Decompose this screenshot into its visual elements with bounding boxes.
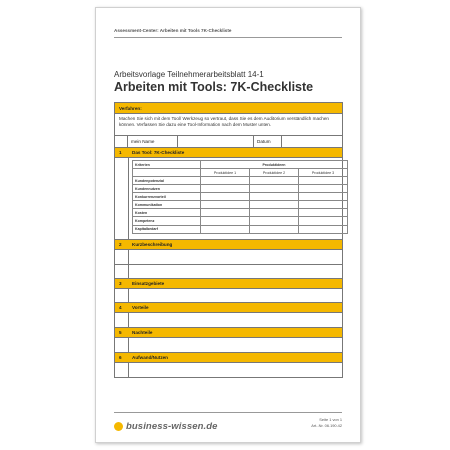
criterion-label: Kosten — [133, 209, 201, 217]
section-label: Das Tool: 7K-Checkliste — [132, 150, 185, 155]
section-number: 2 — [119, 241, 122, 247]
verfahren-band — [115, 103, 342, 114]
table-cell[interactable] — [299, 177, 348, 185]
table-cell[interactable] — [250, 193, 299, 201]
table-row — [133, 177, 348, 185]
table-cell[interactable] — [299, 225, 348, 233]
criteria-header: Kriterien — [133, 161, 201, 169]
answer-row — [115, 250, 342, 265]
table-cell[interactable] — [201, 193, 250, 201]
products-header: Produktideen — [201, 161, 348, 169]
section-number: 4 — [119, 304, 122, 310]
table-cell[interactable] — [250, 185, 299, 193]
date-label: Datum — [254, 136, 282, 147]
table-row — [133, 185, 348, 193]
table-cell[interactable] — [201, 177, 250, 185]
criterion-label: Kompetenz — [133, 217, 201, 225]
section-band-6 — [115, 353, 342, 363]
page-subtitle: Arbeitsvorlage Teilnehmerarbeitsblatt 14-1 — [114, 70, 264, 79]
table-cell[interactable] — [201, 201, 250, 209]
answer-field[interactable] — [129, 338, 342, 352]
answer-field[interactable] — [129, 313, 342, 327]
table-cell[interactable] — [250, 201, 299, 209]
criterion-label: Kundennutzen — [133, 185, 201, 193]
name-field[interactable] — [178, 136, 254, 147]
section-number: 1 — [119, 150, 122, 155]
section-band-5 — [115, 328, 342, 338]
criterion-label: Kommunikation — [133, 201, 201, 209]
table-cell[interactable] — [201, 217, 250, 225]
checklist-area — [115, 158, 342, 240]
table-row — [133, 209, 348, 217]
answer-row — [115, 338, 342, 353]
page-info — [311, 417, 342, 429]
table-cell[interactable] — [201, 185, 250, 193]
table-cell[interactable] — [250, 177, 299, 185]
section-number: 5 — [119, 329, 122, 335]
section-band-2 — [115, 240, 342, 250]
table-cell[interactable] — [299, 193, 348, 201]
table-cell[interactable] — [250, 225, 299, 233]
page-number: Seite 1 von 1 — [319, 417, 342, 422]
name-label: mein Name — [128, 136, 178, 147]
worksheet-form — [114, 102, 343, 378]
section-band-3 — [115, 279, 342, 289]
name-row — [115, 136, 342, 148]
section-band-1 — [115, 148, 342, 158]
page-title: Arbeiten mit Tools: 7K-Checkliste — [114, 80, 314, 94]
brand-logo: business-wissen.de — [126, 421, 218, 432]
table-row — [133, 193, 348, 201]
logo-dot-icon — [114, 422, 123, 431]
answer-row — [115, 363, 342, 377]
checklist-table — [132, 160, 348, 234]
answer-row — [115, 289, 342, 303]
table-cell[interactable] — [299, 201, 348, 209]
page-header: Assessment-Center: Arbeiten mit Tools 7K-Checkliste — [114, 28, 232, 33]
worksheet-page — [95, 7, 361, 443]
table-row — [133, 225, 348, 233]
product-header: Produktidee 2 — [250, 169, 299, 177]
header-divider — [114, 37, 342, 38]
name-row-gutter — [115, 136, 128, 147]
verfahren-text: Machen Sie sich mit dem Tool/ Werkzeug so vertraut, dass Sie es dem Auditorium verständlich machen können. Verfassen Sie dazu eine Tool-Information nach dem Muster unten. — [115, 114, 342, 136]
product-header: Produktidee 3 — [299, 169, 348, 177]
section-number: 6 — [119, 354, 122, 360]
table-cell[interactable] — [299, 185, 348, 193]
criterion-label: Konkurrenzvorteil — [133, 193, 201, 201]
section-number: 3 — [119, 280, 122, 286]
section-label: Aufwand/Nutzen — [132, 354, 168, 360]
answer-field[interactable] — [129, 289, 342, 302]
section-label: Vorteile — [132, 304, 149, 310]
section-label: Kurzbeschreibung — [132, 241, 173, 247]
section-label: Einsatzgebiete — [132, 280, 165, 286]
table-header-row — [133, 161, 348, 169]
answer-field[interactable] — [129, 265, 342, 278]
answer-row — [115, 313, 342, 328]
table-cell[interactable] — [201, 209, 250, 217]
answer-row — [115, 265, 342, 279]
table-cell[interactable] — [250, 217, 299, 225]
table-cell[interactable] — [250, 209, 299, 217]
table-row — [133, 217, 348, 225]
criterion-label: Kundenpotenzial — [133, 177, 201, 185]
table-cell[interactable] — [299, 217, 348, 225]
criterion-label: Kapitalbedarf — [133, 225, 201, 233]
table-cell[interactable] — [299, 209, 348, 217]
table-cell[interactable] — [201, 225, 250, 233]
answer-field[interactable] — [129, 363, 342, 377]
table-row — [133, 201, 348, 209]
product-header: Produktidee 1 — [201, 169, 250, 177]
verfahren-label: Verfahren: — [119, 105, 142, 111]
footer-divider — [114, 412, 342, 413]
date-field[interactable] — [282, 136, 342, 147]
section-band-4 — [115, 303, 342, 313]
table-subheader-row — [133, 169, 348, 177]
section-label: Nachteile — [132, 329, 153, 335]
article-number: Art.-Nr. 06.190.42 — [311, 423, 342, 428]
answer-field[interactable] — [129, 250, 342, 264]
